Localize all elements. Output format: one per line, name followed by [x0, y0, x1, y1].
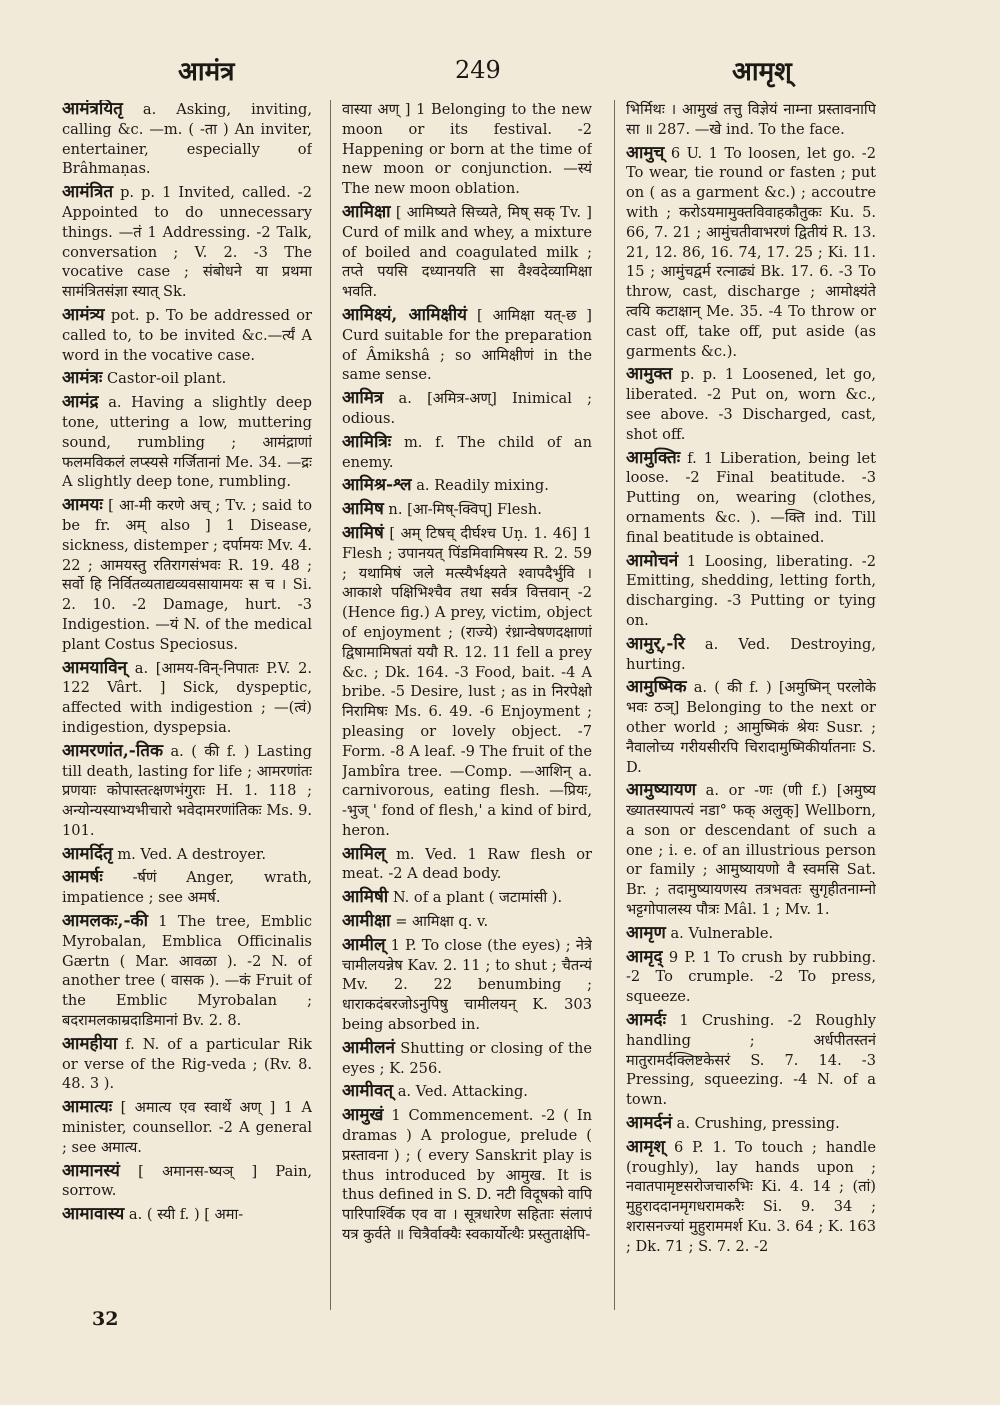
- entry-definition: a. Asking, inviting, calling &c. —m. ( -ता ) An inviter, entertainer, especially of Brâhmaṇas.: [62, 101, 312, 178]
- entry-definition: Shutting or closing of the eyes ; K. 256.: [342, 1039, 592, 1077]
- entry-definition: a. ( की f. ) [अमुष्मिन् परलोके भवः ठञ्] Belonging to the next or other world ; आमुष्मिकं श्रेयः Susr. ; नैवालोच्य गरीयसीरपि चिरादामुष्मिकीर्यातनाः S. D.: [626, 679, 876, 776]
- entry-headword: आमील्: [342, 934, 386, 955]
- entry-headword: आमर्षः: [62, 867, 103, 888]
- dictionary-entry: [342, 306, 592, 385]
- dictionary-entry: [342, 500, 592, 520]
- dictionary-entry: [626, 678, 876, 777]
- entry-definition: a. Ved. Destroying, hurting.: [626, 635, 876, 673]
- entry-definition: N. of a plant ( जटामांसी ).: [392, 889, 563, 907]
- dictionary-entry: [62, 1098, 312, 1157]
- dictionary-entry: [342, 389, 592, 429]
- entry-headword: आमयाविन्: [62, 657, 128, 678]
- dictionary-entry: [62, 369, 312, 389]
- dictionary-entry: [626, 449, 876, 548]
- entry-headword: आमृण: [626, 922, 666, 943]
- left-column: [62, 100, 312, 1340]
- entry-definition: [ अम् टिषच् दीर्घश्च Uṇ. 1. 46] 1 Flesh ; उपानयत् पिंडमिवामिषस्य R. 2. 59 ; यथामिषं जले मत्स्यैर्भक्ष्यते श्वापदैर्भुवि । आकाशे पक्षिभिश्चैव तथा सर्वत्र वित्तवान् -2 (Hence fig.) A prey, victim, object of enjoyment ; (राज्ये) रंध्रान्वेषणदक्षाणां द्विषामामिषतां ययौ R. 12. 11 fell a prey &c. ; Dk. 164. -3 Food, bait. -4 A bribe. -5 Desire, lust ; as in निरपेक्षो निरामिषः Ms. 6. 49. -6 Enjoyment ; pleasing or lovely object. -7 Form. -8 A leaf. -9 The fruit of the Jambîra tree. —Comp. —आशिन् a. carnivorous, eating flesh. —प्रियः, -भुज् ' fond of flesh,' a kind of bird, heron.: [342, 524, 592, 839]
- dictionary-entry: [626, 552, 876, 631]
- entry-definition: 1 Loosing, liberating. -2 Emitting, shedding, letting forth, discharging. -3 Putting or tying on.: [626, 552, 876, 629]
- entry-headword: आमुखं: [342, 1105, 384, 1126]
- dictionary-entry: [626, 781, 876, 920]
- dictionary-entry: [626, 1138, 876, 1257]
- entry-definition: [ आमिक्षा यत्-छ ] Curd suitable for the preparation of Âmikshâ ; so आमिक्षीणं in the same sense.: [342, 306, 592, 384]
- dictionary-entry: [62, 393, 312, 492]
- entry-definition: वास्या अण् ] 1 Belonging to the new moon or its festival. -2 Happening or born at the time of new moon or conjunction. —स्यं The new moon oblation.: [342, 101, 592, 198]
- entry-headword: आमंत्र्य: [62, 304, 105, 325]
- dictionary-entry: [342, 1082, 592, 1102]
- entry-definition: a. [अमित्र-अण्] Inimical ; odious.: [342, 390, 592, 427]
- dictionary-entry: [626, 635, 876, 675]
- dictionary-entry: [342, 203, 592, 302]
- column-divider: [614, 100, 615, 1310]
- entry-definition: [ अमानस-ष्यञ् ] Pain, sorrow.: [62, 1162, 312, 1200]
- entry-headword: आमावास्य: [62, 1204, 125, 1225]
- entry-definition: [ आ-मी करणे अच् ; Tv. ; said to be fr. अम् also ] 1 Disease, sickness, distemper ; दर्पामयः Mv. 4. 22 ; आमयस्तु रतिरागसंभवः R. 19. 48 ; सर्वो हि निर्वितव्यताद्यव्यवसायामयः स च । Si. 2. 10. -2 Damage, hurt. -3 Indigestion. —यं N. of the medical plant Costus Speciosus.: [62, 497, 312, 653]
- dictionary-entry: [62, 868, 312, 908]
- entry-definition: [ आमिष्यते सिच्यते, मिष् सक् Tv. ] Curd of milk and whey, a mixture of boiled and coagulated milk ; तप्ते पयसि दध्यानयति सा वैश्वदेव्यामिक्षा भवति.: [342, 203, 592, 301]
- entry-headword: आमित्र: [342, 388, 384, 409]
- page-header: [60, 52, 920, 96]
- entry-definition: a. Vulnerable.: [670, 924, 774, 942]
- entry-definition: [ अमात्य एव स्वार्थे अण् ] 1 A minister, counsellor. -2 A general ; see अमात्य.: [62, 1099, 312, 1156]
- right-guide-word: आमृश्: [732, 57, 792, 87]
- dictionary-entry: [62, 1205, 312, 1225]
- dictionary-entry: [342, 476, 592, 496]
- dictionary-entry: [62, 659, 312, 738]
- dictionary-entry: [62, 183, 312, 302]
- entry-definition: pot. p. To be addressed or called to, to be invited &c.—र्त्यं A word in the vocative case.: [62, 306, 312, 364]
- dictionary-entry: [626, 365, 876, 444]
- entry-headword: आमिषं: [342, 522, 384, 543]
- entry-definition: p. p. 1 Invited, called. -2 Appointed to do unnecessary things. —तं 1 Addressing. -2 Talk, conversation ; V. 2. -3 The vocative case ; संबोधने या प्रथमा सामंत्रितसंज्ञा स्यात् Sk.: [62, 184, 312, 301]
- entry-definition: भिर्मिथः । आमुखं तत्तु विज्ञेयं नाम्ना प्रस्तावनापि सा ॥ 287. —खे ind. To the face.: [626, 101, 876, 138]
- dictionary-entry: [626, 1011, 876, 1110]
- entry-headword: आमंद्र: [62, 392, 99, 413]
- entry-headword: आमर्दनं: [626, 1113, 673, 1134]
- dictionary-entry: [62, 845, 312, 865]
- entry-definition: m. f. The child of an enemy.: [342, 433, 592, 471]
- dictionary-entry: [626, 948, 876, 1007]
- dictionary-entry: [342, 100, 592, 199]
- entry-definition: p. p. 1 Loosened, let go, liberated. -2 Put on, worn &c., see above. -3 Discharged, cast, shot off.: [626, 366, 876, 443]
- entry-headword: आमानस्यं: [62, 1160, 120, 1181]
- entry-headword: आमरणांत,-तिक: [62, 740, 163, 761]
- entry-definition: 1 The tree, Emblic Myrobalan, Emblica Officinalis Gærtn ( Mar. आवळा ). -2 N. of another tree ( वासक ). —कं Fruit of the Emblic Myrobalan ; बदरामलकाम्रदाडिमानां Bv. 2. 8.: [62, 913, 312, 1030]
- entry-definition: -र्षणं Anger, wrath, impatience ; see अमर्ष.: [62, 869, 312, 907]
- dictionary-entry: [62, 100, 312, 179]
- dictionary-entry: [62, 742, 312, 841]
- dictionary-entry: [342, 936, 592, 1035]
- dictionary-entry: [626, 144, 876, 362]
- entry-definition: 1 P. To close (the eyes) ; नेत्रे चामीलयन्नेष Kav. 2. 11 ; to shut ; चैतन्यं Mv. 2. 22 benumbing ; धाराकदंबरजोऽनुपिषु चामीलयन् K. 303 being absorbed in.: [342, 936, 592, 1034]
- entry-headword: आमिक्ष्यं, आमिक्षीयं: [342, 304, 467, 325]
- entry-headword: आमर्दः: [626, 1010, 667, 1031]
- page-number: 249: [455, 56, 501, 84]
- dictionary-entry: [342, 845, 592, 885]
- entry-headword: आमुक्त: [626, 364, 673, 385]
- dictionary-entry: [62, 496, 312, 654]
- entry-definition: f. 1 Liberation, being let loose. -2 Final beatitude. -3 Putting on, wearing (clothes, ornaments &c. ). —क्ति ind. Till final beatitude is obtained.: [626, 449, 876, 546]
- right-column: [626, 100, 876, 1315]
- entry-headword: आमंत्रित: [62, 182, 114, 203]
- entry-definition: 6 U. 1 To loosen, let go. -2 To wear, tie round or fasten ; put on ( as a garment &c.) ; accoutre with ; करोऽयमामुक्तविवाहकौतुकः Ku. 5. 66, 7. 21 ; आमुंचतीवाभरणं द्वितीयं R. 13. 21, 12. 86, 16. 74, 17. 25 ; Ki. 11. 15 ; आमुंचद्वर्म रत्नाढ्यं Bk. 17. 6. -3 To throw, cast, discharge ; आमोक्ष्यंते त्वयि कटाक्षान् Me. 35. -4 To throw or cast off, take off, put aside (as garments &c.).: [626, 144, 876, 360]
- entry-headword: आमिष: [342, 499, 384, 520]
- entry-headword: आमिल्: [342, 843, 386, 864]
- entry-definition: 1 Crushing. -2 Roughly handling ; अर्धपीतस्तनं मातुरामर्दक्लिष्टकेसरं S. 7. 14. -3 Pressing, squeezing. -4 N. of a town.: [626, 1012, 876, 1109]
- entry-headword: आमंत्रयितृ: [62, 100, 123, 119]
- dictionary-entry: [342, 433, 592, 473]
- entry-definition: a. Having a slightly deep tone, uttering a low, muttering sound, rumbling ; आमंद्राणां फलमविकलं लप्स्यसे गर्जितानां Me. 34. —द्रः A slightly deep tone, rumbling.: [62, 394, 312, 491]
- entry-definition: a. Readily mixing.: [416, 477, 549, 495]
- entry-headword: आमहीया: [62, 1033, 118, 1054]
- entry-definition: a. ( की f. ) Lasting till death, lasting for life ; आमरणांतः प्रणयाः कोपास्तत्क्षणभंगुराः H. 1. 118 ; अन्योन्यस्याभ्यभीचारो भवेदामरणांतिकः Ms. 9. 101.: [62, 742, 312, 839]
- entry-definition: a. or -णः (णी f.) [अमुष्य ख्यातस्यापत्यं नडा° फक् अलुक्] Wellborn, a son or descendant of such a one ; i. e. of an illustrious person or family ; आमुष्यायणो वै स्वमसि Sat. Br. ; तदामुष्यायणस्य तत्रभवतः सुगृहीतनाम्नो भट्टगोपालस्य पौत्रः Mâl. 1 ; Mv. 1.: [626, 782, 876, 919]
- entry-definition: n. [आ-मिष्-क्विप्] Flesh.: [388, 501, 542, 519]
- entry-definition: 9 P. 1 To crush by rubbing. -2 To crumple. -2 To press, squeeze.: [626, 948, 876, 1006]
- entry-definition: f. N. of a particular Rik or verse of the Rig-veda ; (Rv. 8. 48. 3 ).: [62, 1035, 312, 1093]
- entry-headword: आमीक्षा: [342, 911, 391, 932]
- entry-definition: 1 Commencement. -2 ( In dramas ) A prologue, prelude ( प्रस्तावना ) ; ( every Sanskrit play is thus introduced by आमुख. It is thus defined in S. D. नटी विदूषको वापि पारिपार्श्विक एव वा । सूत्रधारेण सहिताः संलापं यत्र कुर्वते ॥ चित्रैर्वाक्यैः स्वकार्योत्थैः प्रस्तुताक्षेपि-: [342, 1107, 592, 1244]
- dictionary-entry: [342, 1106, 592, 1245]
- entry-headword: आमात्यः: [62, 1097, 113, 1118]
- entry-headword: आमित्रिः: [342, 431, 392, 452]
- entry-definition: a. ( स्यी f. ) [ अमा-: [128, 1206, 244, 1224]
- entry-headword: आमंत्रः: [62, 368, 103, 389]
- dictionary-entry: [626, 100, 876, 140]
- entry-headword: आमीलनं: [342, 1037, 395, 1058]
- entry-headword: आमिक्षा: [342, 201, 391, 222]
- entry-definition: m. Ved. A destroyer.: [117, 845, 267, 863]
- signature-mark: 32: [92, 1308, 119, 1330]
- entry-definition: a. Crushing, pressing.: [676, 1115, 840, 1133]
- entry-headword: आमृश्: [626, 1136, 666, 1157]
- dictionary-entry: [342, 524, 592, 841]
- entry-headword: आमुक्तिः: [626, 447, 681, 468]
- entry-headword: आमुच्: [626, 142, 665, 163]
- dictionary-entry: [62, 1162, 312, 1202]
- entry-headword: आमीवत्: [342, 1081, 394, 1102]
- entry-headword: आमिषी: [342, 887, 389, 908]
- left-guide-word: आमंत्र: [178, 57, 235, 87]
- dictionary-entry: [62, 912, 312, 1031]
- entry-definition: a. Ved. Attacking.: [397, 1083, 528, 1101]
- entry-headword: आमिश्र-श्ल: [342, 475, 412, 496]
- entry-headword: आमुर्,-रि: [626, 633, 685, 654]
- dictionary-entry: [62, 1035, 312, 1094]
- entry-definition: 6 P. 1. To touch ; handle (roughly), lay hands upon ; नवातपामृष्टसरोजचारुभिः Ki. 4. 14 ; (तां) मुहुराददानमृगधरामकरैः Si. 9. 34 ; शरासनज्यां मुहुराममर्श Ku. 3. 64 ; K. 163 ; Dk. 71 ; S. 7. 2. -2: [626, 1138, 876, 1255]
- middle-column: [342, 100, 592, 1315]
- entry-headword: आमुष्यायण: [626, 780, 696, 801]
- entry-headword: आमलकः,-की: [62, 911, 148, 932]
- entry-definition: m. Ved. 1 Raw flesh or meat. -2 A dead body.: [342, 845, 592, 883]
- entry-definition: a. [आमय-विन्-निपातः P.V. 2. 122 Vârt. ] Sick, dyspeptic, affected with indigestion ; —(त्वं) indigestion, dyspepsia.: [62, 659, 312, 736]
- entry-headword: आमर्दितृ: [62, 843, 113, 864]
- entry-headword: आमृद्: [626, 946, 663, 967]
- dictionary-entry: [342, 912, 592, 932]
- entry-definition: Castor-oil plant.: [107, 370, 227, 388]
- dictionary-entry: [626, 1114, 876, 1134]
- column-divider: [330, 100, 331, 1310]
- entry-headword: आमुष्मिक: [626, 677, 687, 698]
- dictionary-entry: [342, 1039, 592, 1079]
- dictionary-entry: [626, 924, 876, 944]
- entry-definition: = आमिक्षा q. v.: [395, 913, 489, 931]
- dictionary-entry: [342, 888, 592, 908]
- entry-headword: आमयः: [62, 495, 103, 516]
- entry-headword: आमोचनं: [626, 550, 679, 571]
- dictionary-entry: [62, 306, 312, 365]
